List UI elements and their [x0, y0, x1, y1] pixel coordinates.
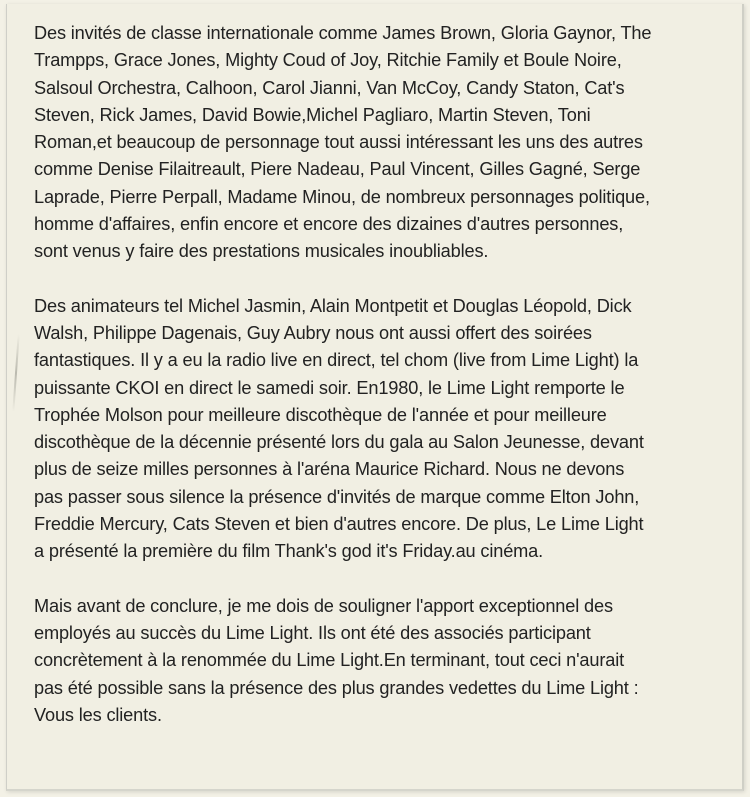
text-block: [34, 20, 734, 729]
text-line: discothèque de la décennie présenté lors du gala au Salon Jeunesse, devant: [34, 432, 644, 453]
paragraph-spacer: [34, 266, 734, 293]
text-line: pas été possible sans la présence des plus grandes vedettes du Lime Light :: [34, 677, 639, 698]
text-line: a présenté la première du film Thank's god it's Friday.au cinéma.: [34, 541, 544, 562]
text-line: concrètement à la renommée du Lime Light.En terminant, tout ceci n'aurait: [34, 650, 624, 671]
text-line: Freddie Mercury, Cats Steven et bien d'autres encore. De plus, Le Lime Light: [34, 514, 644, 535]
text-line: Des animateurs tel Michel Jasmin, Alain Montpetit et Douglas Léopold, Dick: [34, 295, 632, 316]
paragraph-spacer: [34, 566, 734, 593]
text-line: sont venus y faire des prestations musicales inoubliables.: [34, 241, 489, 262]
paragraph-hosts: [34, 293, 734, 566]
text-panel: [6, 4, 744, 791]
text-line: Trampps, Grace Jones, Mighty Coud of Joy, Ritchie Family et Boule Noire,: [34, 50, 622, 71]
text-line: Trophée Molson pour meilleure discothèque de l'année et pour meilleure: [34, 404, 607, 425]
text-line: Steven, Rick James, David Bowie,Michel Pagliaro, Martin Steven, Toni: [34, 104, 591, 125]
text-line: plus de seize milles personnes à l'aréna Maurice Richard. Nous ne devons: [34, 459, 625, 480]
text-line: Vous les clients.: [34, 704, 162, 725]
paragraph-guests: [34, 20, 734, 266]
text-line: Des invités de classe internationale comme James Brown, Gloria Gaynor, The: [34, 23, 652, 43]
edge-mark: [12, 334, 19, 412]
text-line: homme d'affaires, enfin encore et encore des dizaines d'autres personnes,: [34, 214, 624, 235]
paragraph-conclusion: [34, 593, 734, 729]
text-line: Mais avant de conclure, je me dois de souligner l'apport exceptionnel des: [34, 595, 613, 616]
text-line: Salsoul Orchestra, Calhoon, Carol Jianni, Van McCoy, Candy Staton, Cat's: [34, 77, 625, 98]
text-line: pas passer sous silence la présence d'invités de marque comme Elton John,: [34, 486, 640, 507]
text-line: fantastiques. Il y a eu la radio live en direct, tel chom (live from Lime Light) la: [34, 350, 639, 371]
text-line: employés au succès du Lime Light. Ils ont été des associés participant: [34, 622, 591, 643]
text-line: puissante CKOI en direct le samedi soir. En1980, le Lime Light remporte le: [34, 377, 625, 398]
text-line: comme Denise Filaitreault, Piere Nadeau, Paul Vincent, Gilles Gagné, Serge: [34, 159, 641, 180]
text-line: Laprade, Pierre Perpall, Madame Minou, de nombreux personnages politique,: [34, 186, 650, 207]
text-line: Walsh, Philippe Dagenais, Guy Aubry nous ont aussi offert des soirées: [34, 322, 592, 343]
text-line: Roman,et beaucoup de personnage tout aussi intéressant les uns des autres: [34, 132, 643, 153]
